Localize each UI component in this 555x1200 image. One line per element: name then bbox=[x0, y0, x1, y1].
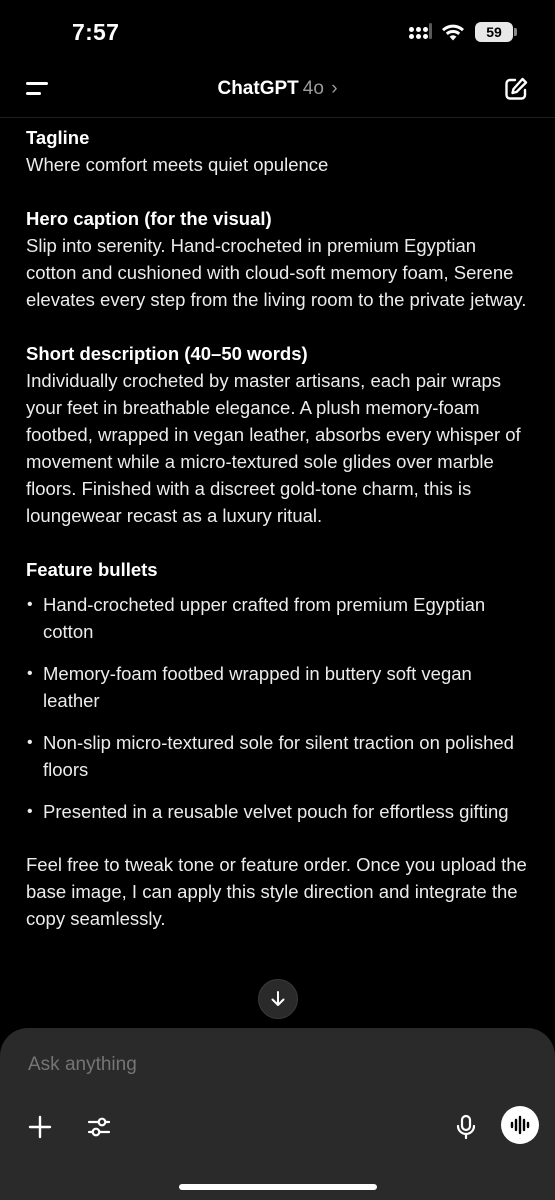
cellular-signal-icon bbox=[409, 23, 431, 41]
battery-icon bbox=[475, 22, 513, 42]
composer bbox=[0, 1028, 555, 1200]
short-description-section bbox=[26, 340, 531, 529]
short-description-text: Individually crocheted by master artisans, each pair wraps your feet in breathable elegance. A plush memory-foam footbed, wrapped in vegan leather, absorbs every whisper of movement while a micro-textured sole glides over marble floors. Finished with a discreet gold-tone charm, this is loungewear recast as a luxury ritual. bbox=[26, 370, 521, 526]
list-item: • Hand-crocheted upper crafted from premium Egyptian cotton bbox=[26, 591, 531, 645]
chat-header bbox=[0, 62, 555, 118]
scroll-down-button[interactable] bbox=[258, 979, 298, 1019]
status-icons bbox=[409, 22, 513, 42]
feature-list bbox=[26, 591, 531, 825]
voice-waveform-icon bbox=[509, 1114, 531, 1136]
message-input[interactable] bbox=[28, 1054, 508, 1076]
hero-text: Slip into serenity. Hand-crocheted in premium Egyptian cotton and cushioned with cloud-soft memory foam, Serene elevates every step from the living room to the private jetway. bbox=[26, 235, 527, 310]
tagline-heading: Tagline bbox=[26, 127, 90, 148]
plus-icon bbox=[28, 1115, 52, 1139]
features-heading: Feature bullets bbox=[26, 559, 158, 580]
sliders-icon bbox=[86, 1114, 112, 1140]
list-item: • Non-slip micro-textured sole for silent traction on polished floors bbox=[26, 729, 531, 783]
model-selector[interactable] bbox=[0, 78, 555, 100]
hero-heading: Hero caption (for the visual) bbox=[26, 208, 272, 229]
arrow-down-icon bbox=[269, 990, 287, 1008]
feature-bullets-section bbox=[26, 556, 531, 825]
tagline-text: Where comfort meets quiet opulence bbox=[26, 154, 329, 175]
new-chat-icon[interactable] bbox=[503, 76, 529, 102]
add-button[interactable] bbox=[22, 1109, 58, 1145]
status-bar bbox=[0, 0, 555, 62]
voice-mode-button[interactable] bbox=[501, 1106, 539, 1144]
chevron-right-icon: › bbox=[331, 78, 338, 99]
microphone-button[interactable] bbox=[448, 1109, 484, 1145]
closing-text: Feel free to tweak tone or feature order. Once you upload the base image, I can apply this style direction and integrate the copy seamlessly. bbox=[26, 854, 527, 929]
home-indicator bbox=[179, 1184, 377, 1190]
model-name: 4o bbox=[302, 78, 324, 99]
status-time: 7:57 bbox=[72, 19, 120, 45]
short-description-heading: Short description (40–50 words) bbox=[26, 343, 308, 364]
tagline-section bbox=[26, 118, 531, 178]
microphone-icon bbox=[454, 1114, 478, 1140]
battery-level: 59 bbox=[486, 24, 502, 40]
hero-caption-section bbox=[26, 205, 531, 313]
app-title: ChatGPT bbox=[217, 78, 299, 99]
list-item: • Memory-foam footbed wrapped in buttery soft vegan leather bbox=[26, 660, 531, 714]
assistant-message bbox=[26, 118, 531, 1030]
wifi-icon bbox=[441, 23, 465, 41]
list-item: • Presented in a reusable velvet pouch for effortless gifting bbox=[26, 798, 531, 825]
tools-button[interactable] bbox=[81, 1109, 117, 1145]
